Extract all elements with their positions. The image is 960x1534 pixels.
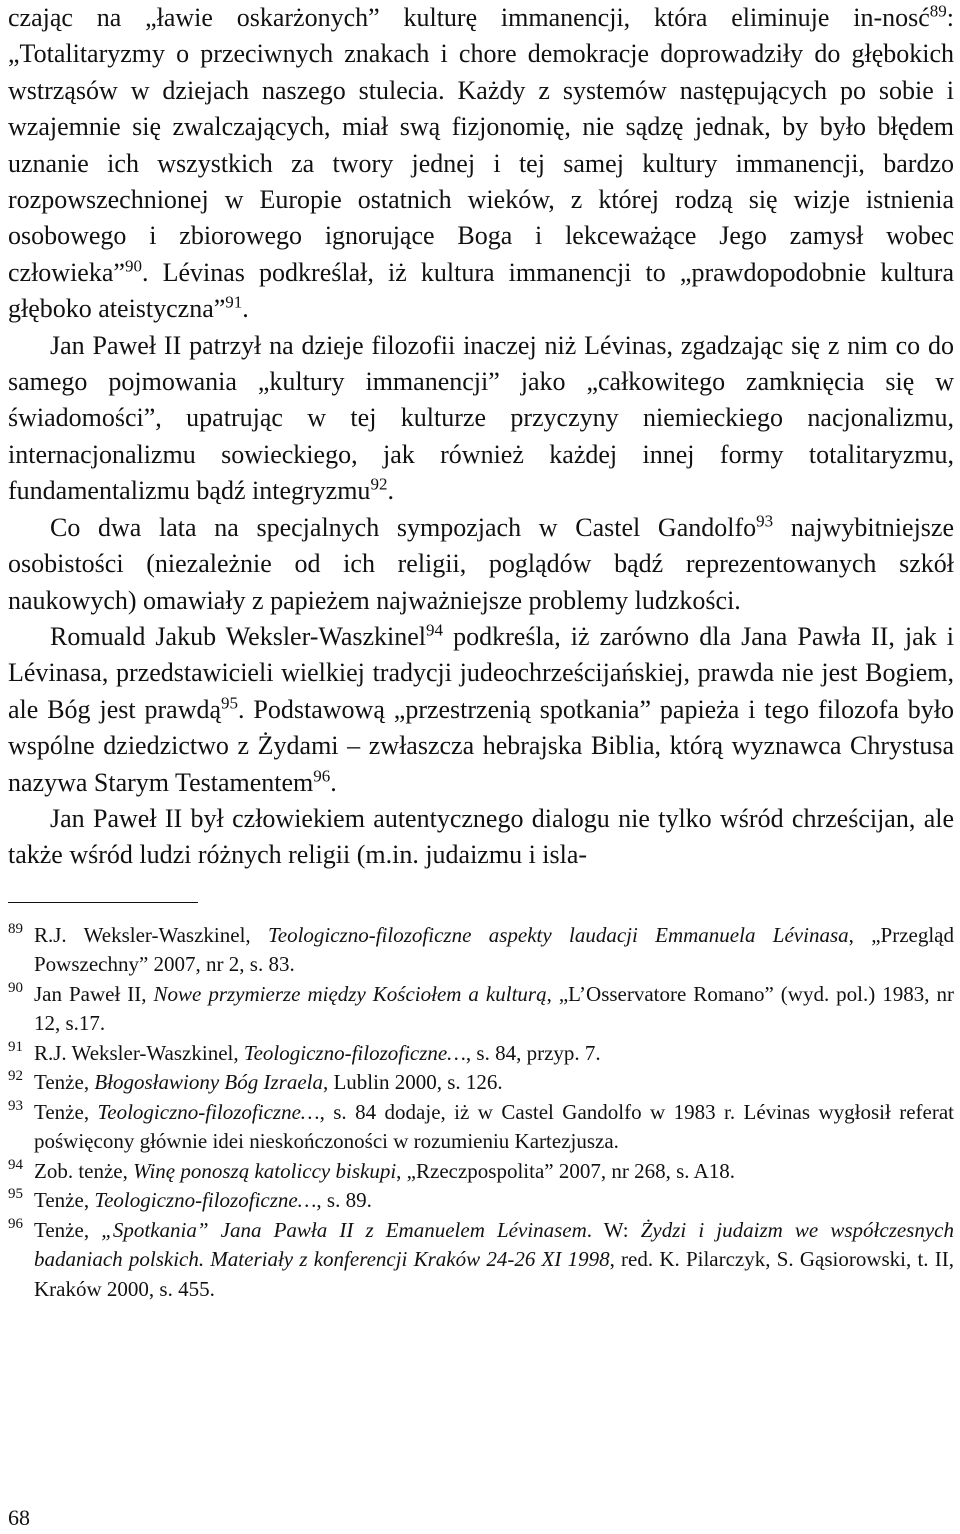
text-run: najwybitniejsze osobistości (niezależnie od ich religii, poglądów bądź reprezentowanych szkół naukowych) omawiały z papieżem najważniejsze problemy ludzkości. — [8, 512, 954, 615]
text-run: Romuald Jakub Weksler-Waszkinel — [50, 621, 427, 651]
italic-title: Nowe przymierze między Kościołem a kulturą — [153, 981, 547, 1006]
text-run: , red. K. Pilarczyk, S. Gąsiorowski, t. II, Kraków 2000, s. 455. — [34, 1247, 955, 1301]
text-run: , „L’Osservatore Romano” (wyd. pol.) 1983, nr 12, s.17. — [34, 981, 954, 1036]
body-text — [8, 0, 954, 874]
text-run: Zob. tenże, — [34, 1158, 134, 1183]
footnote-90 — [8, 980, 954, 1039]
text-run: Jan Paweł II, — [34, 981, 154, 1006]
footnote-ref-94[interactable]: 94 — [426, 620, 444, 640]
footnote-number: 94 — [8, 1156, 23, 1173]
footnote-95 — [8, 1186, 954, 1216]
text-run: , s. 89. — [316, 1188, 372, 1213]
footnote-92 — [8, 1068, 954, 1098]
text-run: , „Przegląd Powszechny” 2007, nr 2, s. 83. — [34, 922, 954, 977]
italic-title: Teologiczno-filozoficzne… — [243, 1040, 466, 1065]
footnote-ref-89[interactable]: 89 — [929, 1, 947, 21]
footnote-89 — [8, 921, 954, 980]
text-run: . W: — [586, 1217, 641, 1242]
footnote-ref-93[interactable]: 93 — [756, 511, 774, 531]
footnotes — [8, 921, 954, 1305]
footnote-number: 90 — [8, 979, 23, 996]
paragraph-4 — [8, 619, 954, 801]
italic-title: Winę ponoszą katoliccy biskupi — [133, 1158, 397, 1183]
page — [8, 0, 954, 1304]
footnote-94 — [8, 1157, 954, 1187]
text-run: czając na „ławie oskarżonych” kulturę immanencji, która eliminuje in-nosć — [8, 3, 930, 32]
footnote-93 — [8, 1098, 954, 1157]
footnote-number: 91 — [8, 1038, 23, 1055]
italic-title: Teologiczno-filozoficzne… — [97, 1099, 320, 1124]
text-run: . Podstawową „przestrzenią spotkania” papieża i tego filozofa było wspólne dziedzictwo z Żydami – zwłaszcza hebrajska Biblia, którą wyznawca Chrystusa nazywa Starym Testamentem — [8, 694, 955, 797]
footnote-number: 93 — [8, 1097, 23, 1114]
italic-title: „Spotkania” Jana Pawła II z Emanuelem Lévinasem — [101, 1217, 587, 1242]
paragraph-1 — [8, 0, 954, 328]
text-run: . — [330, 767, 337, 797]
text-run: , Lublin 2000, s. 126. — [322, 1070, 503, 1095]
footnote-number: 92 — [8, 1068, 23, 1085]
text-run: , „Rzeczpospolita” 2007, nr 268, s. A18. — [396, 1158, 736, 1183]
footnote-ref-95[interactable]: 95 — [221, 693, 239, 713]
paragraph-5: Jan Paweł II był człowiekiem autentycznego dialogu nie tylko wśród chrześcijan, ale także wśród ludzi różnych religii (m.in. judaizmu i isla- — [8, 803, 954, 870]
italic-title: Żydzi i judaizm we współczesnych badaniach polskich. Materiały z konferencji Kraków 24-26 XI 1998 — [34, 1217, 954, 1272]
footnote-number: 95 — [8, 1186, 23, 1203]
text-run: Tenże, — [34, 1217, 102, 1242]
italic-title: Teologiczno-filozoficzne… — [94, 1188, 317, 1213]
italic-title: Błogosławiony Bóg Izraela — [94, 1070, 323, 1095]
text-run: R.J. Weksler-Waszkinel, — [34, 922, 268, 947]
text-run: Jan Paweł II patrzył na dzieje filozofii inaczej niż Lévinas, zgadzając się z nim co do samego pojmowania „kultury immanencji” jako „całkowitego zamknięcia się w świadomości”, upatrując w tej kulturze przyczyny niemieckiego nacjonalizmu, internacjonalizmu sowieckiego, jak również każdej innej formy totalitaryzmu, fundamentalizmu bądź integryzmu — [8, 330, 954, 506]
paragraph-3 — [8, 510, 954, 619]
footnote-number: 89 — [8, 920, 23, 937]
page-number: 68 — [8, 1505, 30, 1530]
italic-title: Teologiczno-filozoficzne aspekty laudacji Emmanuela Lévinasa — [268, 922, 849, 947]
text-run: , s. 84 dodaje, iż w Castel Gandolfo w 1983 r. Lévinas wygłosił referat poświęcony głównie idei nieskończoności w rozumieniu Kartezjusza. — [34, 1099, 955, 1154]
footnote-ref-91[interactable]: 91 — [225, 292, 243, 312]
text-run: , s. 84, przyp. 7. — [465, 1040, 601, 1065]
text-run: Tenże, — [34, 1099, 98, 1124]
footnote-number: 96 — [8, 1215, 23, 1232]
footnote-divider — [8, 902, 198, 903]
footnote-ref-92[interactable]: 92 — [370, 474, 388, 494]
footnote-ref-96[interactable]: 96 — [313, 765, 331, 785]
text-run: Tenże, — [34, 1070, 95, 1095]
text-run: . — [387, 476, 394, 506]
footnote-ref-90[interactable]: 90 — [124, 256, 142, 276]
text-run: : „Totalitaryzmy o przeciwnych znakach i chore demokracje doprowadziły do głębokich wstrząsów w dziejach naszego stulecia. Każdy z systemów następujących po sobie i wzajemnie się zwalczających, miał swą fizjonomię, nie sądzę jednak, by było błędem uznanie ich wszystkich za twory jednej i tej samej kultury immanencji, bardzo rozpowszechnionej w Europie ostatnich wieków, z której rodzą się wizje istnienia osobowego i zbiorowego ignorujące Boga i lekceważące Jego zamysł wobec człowieka” — [8, 3, 954, 287]
paragraph-2 — [8, 328, 954, 510]
text-run: Tenże, — [34, 1188, 95, 1213]
footnote-96 — [8, 1216, 954, 1305]
text-run: podkreśla, iż zarówno dla Jana Pawła II, jak i Lévinasa, przedstawicieli wielkiej tradycji judeochrześcijańskiej, prawda nie jest Bogiem, ale Bóg jest prawdą — [8, 621, 955, 724]
text-run: . — [242, 294, 249, 324]
text-run: . Lévinas podkreślał, iż kultura immanencji to „prawdopodobnie kultura głęboko ateistyczna” — [8, 257, 954, 324]
text-run: Co dwa lata na specjalnych sympozjach w Castel Gandolfo — [50, 512, 757, 542]
footnote-91 — [8, 1039, 954, 1069]
text-run: R.J. Weksler-Waszkinel, — [34, 1040, 244, 1065]
